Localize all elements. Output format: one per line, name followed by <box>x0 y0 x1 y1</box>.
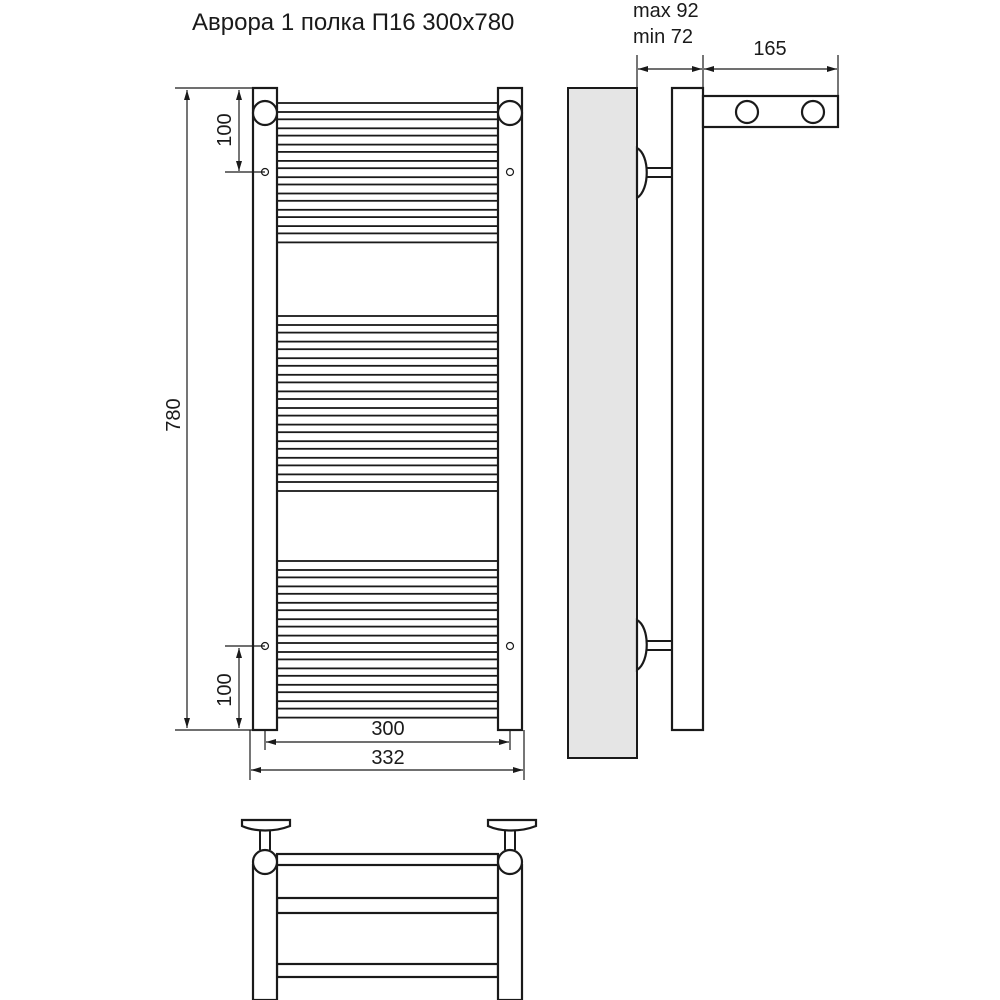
rung-2-1 <box>277 316 498 325</box>
rung-1-1 <box>277 103 498 112</box>
right-upright <box>498 88 522 730</box>
rung-2-4 <box>277 366 498 375</box>
right-top-cap <box>498 101 522 125</box>
rung-1-3 <box>277 136 498 145</box>
dim-label-bottom-100: 100 <box>214 673 236 707</box>
rung-2-2 <box>277 333 498 342</box>
rung-2-11 <box>277 482 498 491</box>
dim-label-top-100: 100 <box>214 113 236 147</box>
drawing-title: Аврора 1 полка П16 300х780 <box>192 9 515 36</box>
plan-bracket-left <box>242 820 290 850</box>
plan-right-upright <box>498 865 522 1000</box>
bracket-top <box>637 148 672 198</box>
dim-label-780: 780 <box>163 398 185 432</box>
rung-3-8 <box>277 676 498 685</box>
rung-3-1 <box>277 561 498 570</box>
plan-bracket-right <box>488 820 536 850</box>
rung-1-5 <box>277 168 498 177</box>
rung-3-10 <box>277 709 498 718</box>
dim-inner-width <box>265 718 510 750</box>
plan-rail-1 <box>277 854 498 865</box>
rung-2-7 <box>277 416 498 425</box>
rung-2-6 <box>277 399 498 408</box>
wall <box>568 88 637 758</box>
rung-3-9 <box>277 692 498 701</box>
rung-3-4 <box>277 610 498 619</box>
dim-label-300: 300 <box>371 718 405 740</box>
dim-height-total <box>163 88 253 730</box>
side-upright <box>672 88 703 730</box>
rung-1-8 <box>277 217 498 226</box>
rung-1-6 <box>277 185 498 194</box>
dim-label-min: min 72 <box>633 26 694 48</box>
shelf-rail-front <box>736 101 758 123</box>
plan-right-cap <box>498 850 522 874</box>
plan-left-upright <box>253 865 277 1000</box>
rung-1-2 <box>277 119 498 128</box>
dim-label-165: 165 <box>753 38 787 60</box>
left-top-cap <box>253 101 277 125</box>
rung-1-9 <box>277 233 498 242</box>
dim-label-max: max 92 <box>633 0 699 22</box>
rungs-group <box>277 103 498 718</box>
side-view <box>568 88 838 758</box>
rung-3-5 <box>277 627 498 636</box>
plan-left-cap <box>253 850 277 874</box>
rung-2-5 <box>277 382 498 391</box>
shelf-rail-back <box>802 101 824 123</box>
rung-3-3 <box>277 594 498 603</box>
front-view <box>253 88 522 730</box>
rung-2-10 <box>277 465 498 474</box>
plan-rail-2 <box>277 898 498 913</box>
rung-1-4 <box>277 152 498 161</box>
plan-rail-3 <box>277 964 498 977</box>
top-view <box>242 820 536 1000</box>
rung-2-3 <box>277 349 498 358</box>
dim-wall-gap <box>633 0 703 88</box>
rung-3-2 <box>277 577 498 586</box>
rung-3-6 <box>277 643 498 652</box>
rung-3-7 <box>277 659 498 668</box>
left-upright <box>253 88 277 730</box>
rung-1-7 <box>277 201 498 210</box>
bracket-bottom <box>637 620 672 670</box>
dim-shelf-depth <box>704 38 838 96</box>
rung-2-8 <box>277 432 498 441</box>
rung-2-9 <box>277 449 498 458</box>
dim-label-332: 332 <box>371 747 405 769</box>
